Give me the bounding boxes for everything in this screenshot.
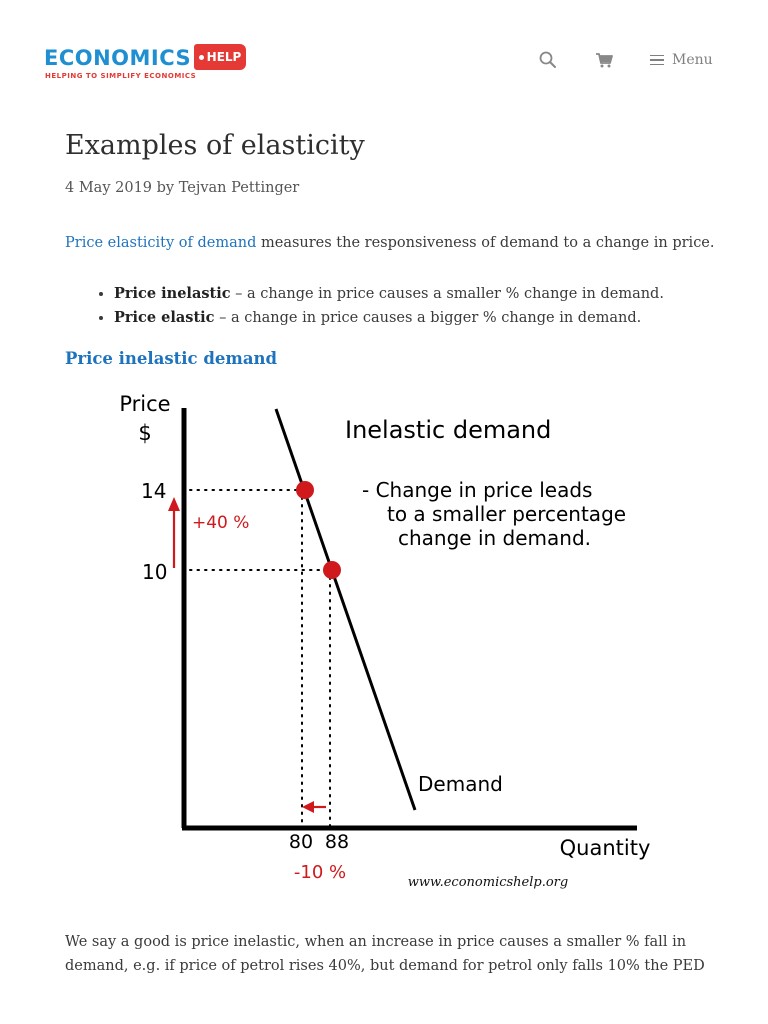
inelastic-demand-chart (0, 380, 768, 900)
menu-button[interactable] (650, 50, 713, 70)
intro-paragraph (65, 235, 715, 251)
menu-label: Menu (672, 52, 713, 68)
list-item: • Price inelastic – a change in price causes a smaller % change in demand. (114, 282, 664, 306)
chart-annotation: to a smaller percentage (387, 502, 627, 526)
price-change-label: +40 % (192, 513, 250, 533)
y-axis-unit: $ (138, 421, 152, 445)
chart-title: Inelastic demand (345, 416, 552, 444)
body-paragraph: We say a good is price inelastic, when an increase in price causes a smaller % fall in demand, e.g. if price of petrol rises 40%, but demand for petrol only falls 10% the PED (65, 934, 705, 974)
x-axis-label: Quantity (559, 836, 651, 860)
logo-badge: HELP (194, 44, 246, 70)
page-title: Examples of elasticity (65, 130, 365, 161)
y-tick-label: 10 (142, 560, 168, 584)
cart-icon[interactable] (594, 50, 614, 70)
price-change-arrow (168, 497, 180, 568)
intro-text: measures the responsiveness of demand to a change in price. (256, 235, 715, 251)
site-logo[interactable] (44, 42, 254, 82)
list-item: • Price elastic – a change in price causes a bigger % change in demand. (114, 306, 664, 330)
series-label: Demand (418, 772, 503, 796)
demand-curve (276, 409, 415, 810)
chart-annotation: - Change in price leads (362, 478, 593, 502)
y-tick-label: 14 (141, 479, 167, 503)
chart-annotation: change in demand. (398, 526, 592, 550)
quantity-change-label: -10 % (293, 862, 347, 883)
definition-list (98, 282, 664, 330)
quantity-change-arrow (302, 801, 326, 813)
x-tick-label: 80 (288, 831, 314, 853)
logo-text: ECONOMICS (44, 46, 192, 70)
section-heading: Price inelastic demand (65, 349, 278, 368)
search-icon[interactable] (538, 50, 558, 70)
post-meta: 4 May 2019 by Tejvan Pettinger (65, 180, 300, 196)
guide-lines (190, 490, 333, 826)
logo-tagline: HELPING TO SIMPLIFY ECONOMICS (45, 72, 197, 80)
y-axis-label: Price (119, 392, 171, 416)
chart-watermark: www.economicshelp.org (407, 875, 569, 890)
data-point (296, 481, 314, 499)
price-elasticity-link[interactable]: Price elasticity of demand (65, 235, 257, 251)
hamburger-icon (650, 55, 664, 66)
site-header (0, 0, 768, 110)
x-tick-label: 88 (324, 831, 350, 853)
data-point (323, 561, 341, 579)
chart-axes (182, 408, 637, 828)
